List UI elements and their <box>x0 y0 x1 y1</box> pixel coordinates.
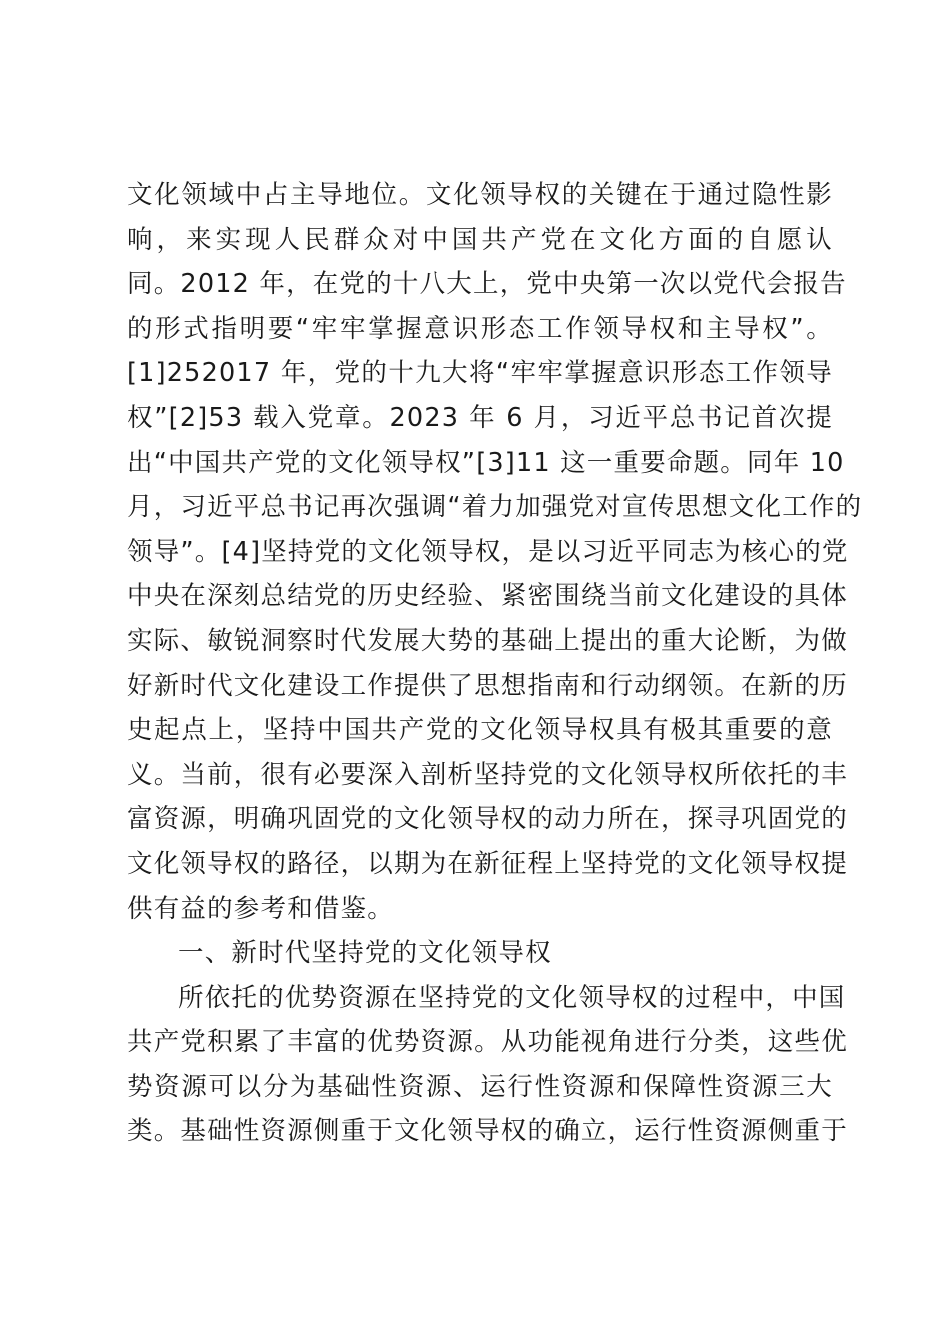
text-line: 所依托的优势资源在坚持党的文化领导权的过程中，中国 <box>178 982 846 1013</box>
text-line: 势资源可以分为基础性资源、运行性资源和保障性资源三大 <box>127 1071 833 1102</box>
text-line: 义。当前，很有必要深入剖析坚持党的文化领导权所依托的丰 <box>127 759 848 790</box>
body-text <box>127 173 863 1154</box>
text-line: 的形式指明要“牢牢掌握意识形态工作领导权和主导权”。 <box>127 313 833 344</box>
text-line: 文化领域中占主导地位。文化领导权的关键在于通过隐性影 <box>127 180 833 210</box>
text-line: 领导”。[4]坚持党的文化领导权，是以习近平同志为核心的党 <box>127 536 849 567</box>
text-line: 权”[2]53 载入党章。2023 年 6 月，习近平总书记首次提 <box>127 402 833 433</box>
text-line: 共产党积累了丰富的优势资源。从功能视角进行分类，这些优 <box>127 1027 848 1058</box>
text-line: 月，习近平总书记再次强调“着力加强党对宣传思想文化工作的 <box>127 492 863 523</box>
text-line: 富资源，明确巩固党的文化领导权的动力所在，探寻巩固党的 <box>127 804 848 835</box>
text-line: 同。2012 年，在党的十八大上，党中央第一次以党代会报告 <box>127 269 847 300</box>
text-line: 史起点上，坚持中国共产党的文化领导权具有极其重要的意 <box>127 715 833 746</box>
section-heading: 一、新时代坚持党的文化领导权 <box>178 938 552 969</box>
text-line: 出“中国共产党的文化领导权”[3]11 这一重要命题。同年 10 <box>127 447 845 478</box>
text-line: 供有益的参考和借鉴。 <box>127 893 395 924</box>
text-line: 好新时代文化建设工作提供了思想指南和行动纲领。在新的历 <box>127 670 848 701</box>
text-line: 类。基础性资源侧重于文化领导权的确立，运行性资源侧重于 <box>127 1116 848 1147</box>
text-line: 实际、敏锐洞察时代发展大势的基础上提出的重大论断，为做 <box>127 625 848 656</box>
text-line: 中央在深刻总结党的历史经验、紧密围绕当前文化建设的具体 <box>127 581 848 612</box>
text-line: [1]252017 年，党的十九大将“牢牢掌握意识形态工作领导 <box>127 358 833 389</box>
text-line: 文化领导权的路径，以期为在新征程上坚持党的文化领导权提 <box>127 848 848 879</box>
text-line: 响，来实现人民群众对中国共产党在文化方面的自愿认 <box>127 224 833 255</box>
